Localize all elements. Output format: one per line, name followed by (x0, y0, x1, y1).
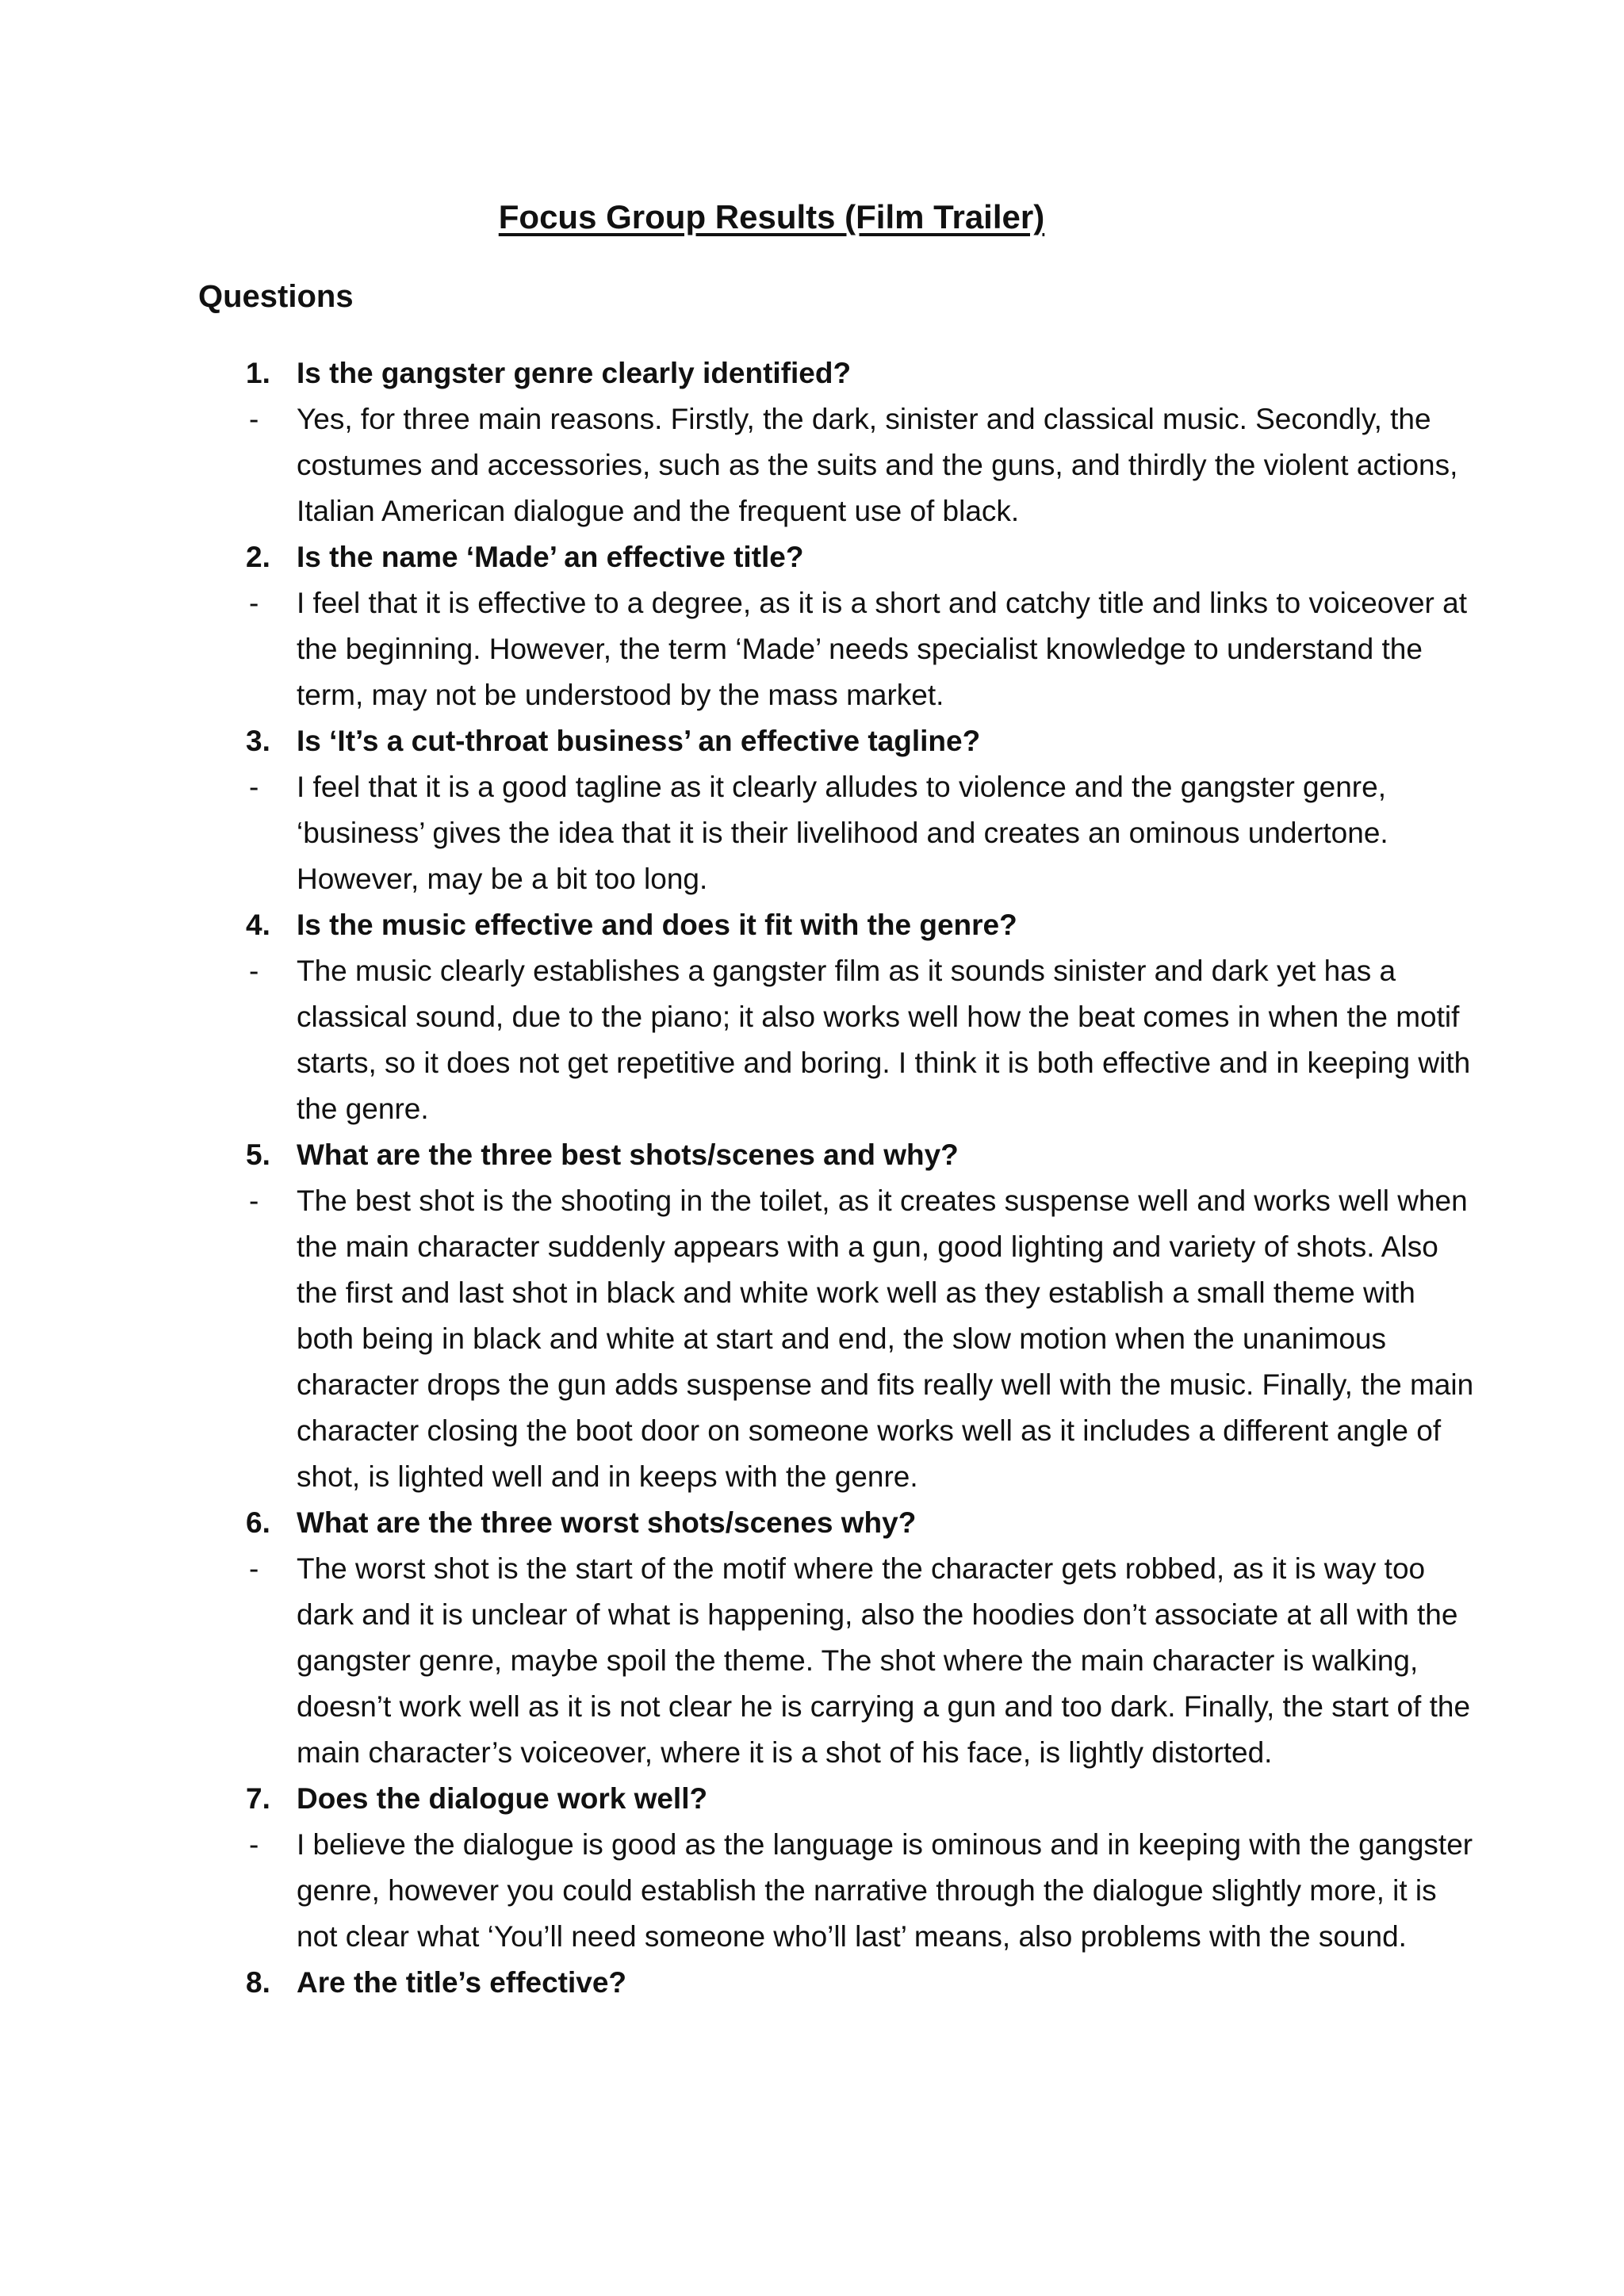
question-label: Is ‘It’s a cut-throat business’ an effective tagline? (297, 725, 981, 757)
document-title: Focus Group Results (Film Trailer) (498, 198, 1045, 235)
question-item (0, 1132, 1475, 1500)
question-text (0, 350, 1475, 396)
question-label: Is the music effective and does it fit with the genre? (297, 909, 1017, 941)
answer-text (0, 1178, 1475, 1500)
question-item (0, 1960, 1475, 2006)
question-number: 7. (246, 1782, 270, 1815)
answer-label: I feel that it is a good tagline as it clearly alludes to violence and the gangster genre, ‘business’ gives the idea that it is their livelihood and creates an ominous undertone. However, may be a bit too long. (297, 771, 1388, 895)
answer-text (0, 396, 1475, 534)
question-number: 6. (246, 1506, 270, 1539)
answer-label: The best shot is the shooting in the toilet, as it creates suspense well and works well when the main character suddenly appears with a gun, good lighting and variety of shots. Also the first and last shot in black and white work well as they establish a small theme with both being in black and white at start and end, the slow motion when the unanimous character drops the gun adds suspense and fits really well with the music. Finally, the main character closing the boot door on someone works well as it includes a different angle of shot, is lighted well and in keeps with the genre. (297, 1184, 1474, 1493)
answer-dash: - (249, 771, 259, 803)
question-item (0, 902, 1475, 1132)
section-heading-questions: Questions (198, 279, 354, 314)
question-label: Are the title’s effective? (297, 1966, 627, 1999)
question-item (0, 350, 1475, 534)
answer-label: I feel that it is effective to a degree, as it is a short and catchy title and links to voiceover at the beginning. However, the term ‘Made’ needs specialist knowledge to understand the term, may not be understood by the mass market. (297, 587, 1467, 711)
answer-dash: - (249, 955, 259, 987)
question-item (0, 534, 1475, 718)
question-text (0, 718, 1475, 764)
question-label: Does the dialogue work well? (297, 1782, 708, 1815)
question-label: What are the three best shots/scenes and why? (297, 1138, 959, 1171)
answer-label: Yes, for three main reasons. Firstly, the dark, sinister and classical music. Secondly, the costumes and accessories, such as the suits and the guns, and thirdly the violent actions, Italian American dialogue and the frequent use of black. (297, 403, 1458, 527)
answer-text (0, 1546, 1475, 1776)
question-label: What are the three worst shots/scenes why? (297, 1506, 917, 1539)
question-label: Is the gangster genre clearly identified? (297, 357, 852, 389)
question-text (0, 1132, 1475, 1178)
question-text (0, 534, 1475, 580)
question-number: 3. (246, 725, 270, 757)
question-number: 5. (246, 1138, 270, 1171)
answer-text (0, 948, 1475, 1132)
question-number: 2. (246, 541, 270, 573)
question-text (0, 902, 1475, 948)
question-list (0, 350, 1475, 2006)
question-item (0, 1500, 1475, 1776)
question-item (0, 1776, 1475, 1960)
answer-label: The worst shot is the start of the motif where the character gets robbed, as it is way too dark and it is unclear of what is happening, also the hoodies don’t associate at all with the gangster genre, maybe spoil the theme. The shot where the main character is walking, doesn’t work well as it is not clear he is carrying a gun and too dark. Finally, the start of the main character’s voiceover, where it is a shot of his face, is lightly distorted. (297, 1552, 1471, 1769)
answer-label: I believe the dialogue is good as the language is ominous and in keeping with the gangster genre, however you could establish the narrative through the dialogue slightly more, it is not clear what ‘You’ll need someone who’ll last’ means, also problems with the sound. (297, 1828, 1473, 1953)
question-text (0, 1500, 1475, 1546)
answer-dash: - (249, 587, 259, 619)
answer-label: The music clearly establishes a gangster film as it sounds sinister and dark yet has a classical sound, due to the piano; it also works well how the beat comes in when the motif starts, so it does not get repetitive and boring. I think it is both effective and in keeping with the genre. (297, 955, 1471, 1125)
question-item (0, 718, 1475, 902)
question-number: 4. (246, 909, 270, 941)
answer-text (0, 580, 1475, 718)
answer-dash: - (249, 1828, 259, 1861)
question-number: 1. (246, 357, 270, 389)
question-text (0, 1960, 1475, 2006)
answer-text (0, 764, 1475, 902)
answer-text (0, 1822, 1475, 1960)
answer-dash: - (249, 1184, 259, 1217)
question-number: 8. (246, 1966, 270, 1999)
question-label: Is the name ‘Made’ an effective title? (297, 541, 804, 573)
answer-dash: - (249, 403, 259, 435)
question-text (0, 1776, 1475, 1822)
answer-dash: - (249, 1552, 259, 1585)
